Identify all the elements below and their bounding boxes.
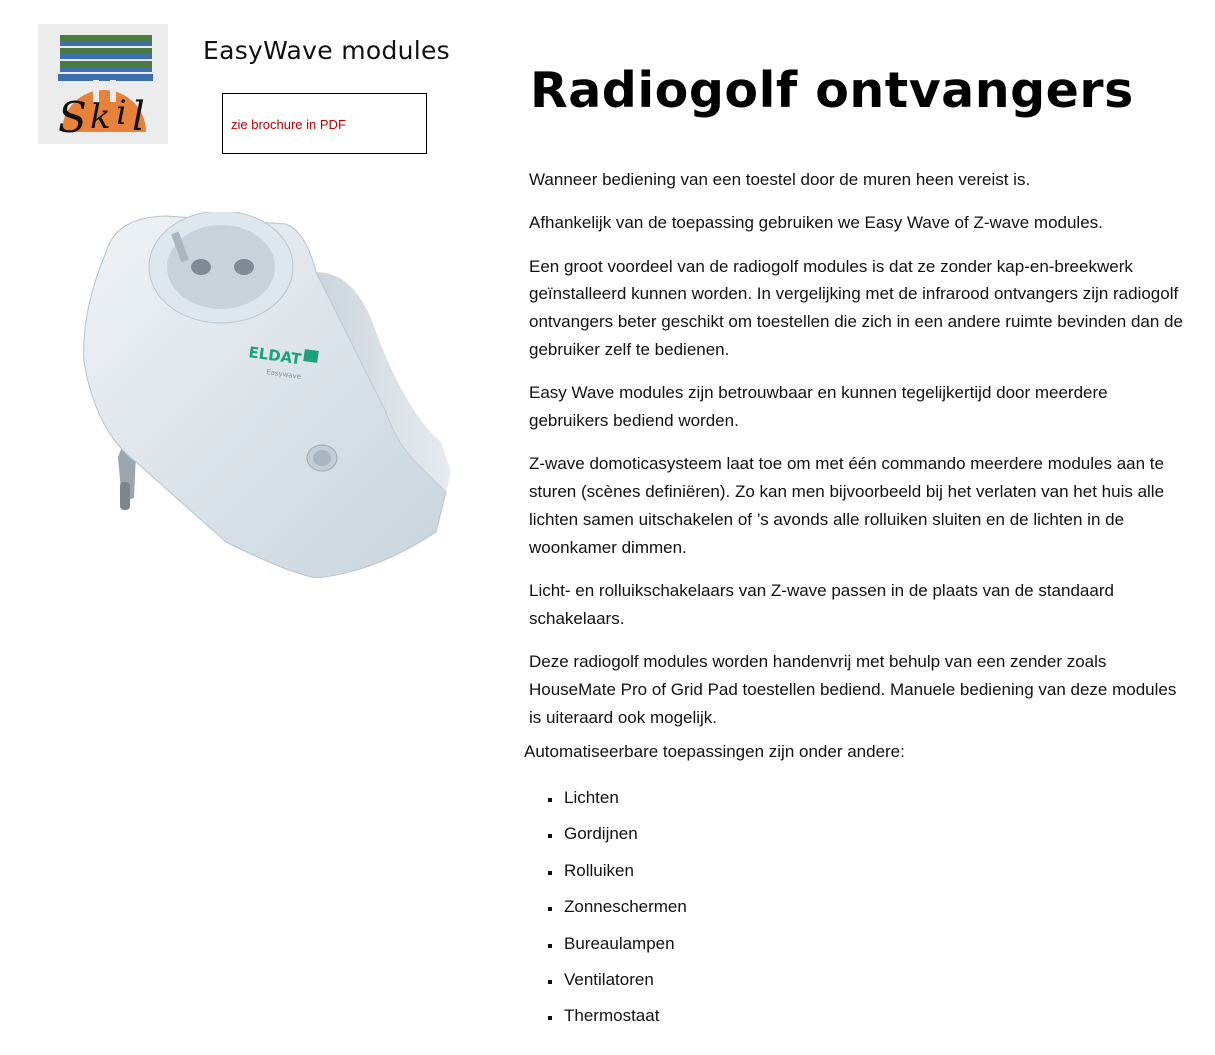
paragraph: Easy Wave modules zijn betrouwbaar en kunnen tegelijkertijd door meerdere gebruikers bediend worden. xyxy=(529,383,1108,431)
list-item: Gordijnen xyxy=(548,824,687,860)
svg-text:l: l xyxy=(132,94,145,140)
svg-text:i: i xyxy=(116,93,127,133)
bullet-icon xyxy=(548,798,552,802)
svg-text:ELDAT: ELDAT xyxy=(247,343,303,369)
svg-text:k: k xyxy=(90,97,111,137)
product-image xyxy=(76,212,454,578)
paragraph: Wanneer bediening van een toestel door de muren heen vereist is. xyxy=(529,170,1031,189)
bullet-icon xyxy=(548,871,552,875)
main-content xyxy=(529,166,1189,747)
bullet-icon xyxy=(548,907,552,911)
list-item: Ventilatoren xyxy=(548,970,687,1006)
paragraph: Deze radiogolf modules worden handenvrij met behulp van een zender zoals HouseMate Pro of Grid Pad toestellen bediend. Manuele bediening van deze modules is uiteraard ook mogelijk. xyxy=(529,652,1177,727)
bullet-icon xyxy=(548,944,552,948)
svg-text:S: S xyxy=(58,93,87,142)
skil-logo-icon xyxy=(38,24,168,144)
brochure-link-box xyxy=(222,93,427,154)
paragraph: Licht- en rolluikschakelaars van Z-wave passen in de plaats van de standaard schakelaars. xyxy=(529,581,1114,628)
list-item: Rolluiken xyxy=(548,861,687,897)
list-item: Zonneschermen xyxy=(548,897,687,933)
list-intro: Automatiseerbare toepassingen zijn onder andere: xyxy=(524,742,905,761)
page-title: Radiogolf ontvangers xyxy=(530,62,1134,119)
paragraph: Een groot voordeel van de radiogolf modules is dat ze zonder kap-en-breekwerk geïnstalleerd kunnen worden. In vergelijking met de infrarood ontvangers zijn radiogolf ontvangers beter geschikt om toestellen die zich in een andere ruimte bevinden dan de gebruiker zelf te bedienen. xyxy=(529,256,1183,359)
svg-text:Easywave: Easywave xyxy=(265,368,302,381)
list-item: Lichten xyxy=(548,788,687,824)
brochure-pdf-link[interactable]: zie brochure in PDF xyxy=(231,117,346,132)
paragraph: Afhankelijk van de toepassing gebruiken we Easy Wave of Z-wave modules. xyxy=(529,213,1103,233)
paragraph: Z-wave domoticasysteem laat toe om met één commando meerdere modules aan te sturen (scènes definiëren). Zo kan men bijvoorbeeld bij het verlaten van het huis alle lichten samen uitschakelen of ’s avonds alle rolluiken sluiten en de lichten in de woonkamer dimmen. xyxy=(529,454,1165,557)
logo[interactable] xyxy=(38,24,168,144)
list-item: Bureaulampen xyxy=(548,934,687,970)
bullet-icon xyxy=(548,834,552,838)
bullet-icon xyxy=(548,1016,552,1020)
bullet-icon xyxy=(548,980,552,984)
list-item: Thermostaat xyxy=(548,1006,687,1042)
applications-list xyxy=(548,788,687,1043)
site-title: EasyWave modules xyxy=(203,36,451,65)
